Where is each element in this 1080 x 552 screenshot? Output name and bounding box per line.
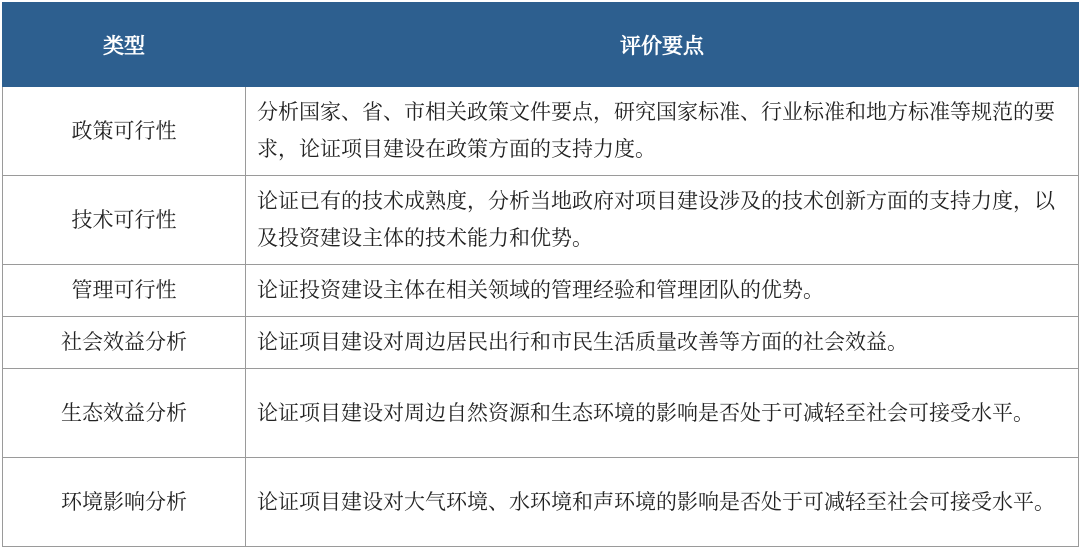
evaluation-table	[2, 2, 1079, 547]
row-type-cell: 环境影响分析	[3, 458, 246, 547]
table-row	[3, 458, 1079, 547]
table-header	[3, 3, 1079, 87]
table-body	[3, 87, 1079, 547]
row-points-cell: 分析国家、省、市相关政策文件要点，研究国家标准、行业标准和地方标准等规范的要求，论证项目建设在政策方面的支持力度。	[246, 87, 1079, 176]
table-row	[3, 317, 1079, 369]
row-type-cell: 生态效益分析	[3, 369, 246, 458]
row-type-cell: 管理可行性	[3, 265, 246, 317]
row-points-cell: 论证项目建设对周边自然资源和生态环境的影响是否处于可减轻至社会可接受水平。	[246, 369, 1079, 458]
row-type-cell: 社会效益分析	[3, 317, 246, 369]
header-points: 评价要点	[246, 3, 1079, 87]
header-type: 类型	[3, 3, 246, 87]
row-type-cell: 政策可行性	[3, 87, 246, 176]
row-points-cell: 论证已有的技术成熟度，分析当地政府对项目建设涉及的技术创新方面的支持力度，以及投资建设主体的技术能力和优势。	[246, 176, 1079, 265]
table-row	[3, 176, 1079, 265]
table-row	[3, 87, 1079, 176]
header-row	[3, 3, 1079, 87]
row-type-cell: 技术可行性	[3, 176, 246, 265]
table-row	[3, 369, 1079, 458]
table-row	[3, 265, 1079, 317]
row-points-cell: 论证项目建设对大气环境、水环境和声环境的影响是否处于可减轻至社会可接受水平。	[246, 458, 1079, 547]
row-points-cell: 论证投资建设主体在相关领域的管理经验和管理团队的优势。	[246, 265, 1079, 317]
row-points-cell: 论证项目建设对周边居民出行和市民生活质量改善等方面的社会效益。	[246, 317, 1079, 369]
